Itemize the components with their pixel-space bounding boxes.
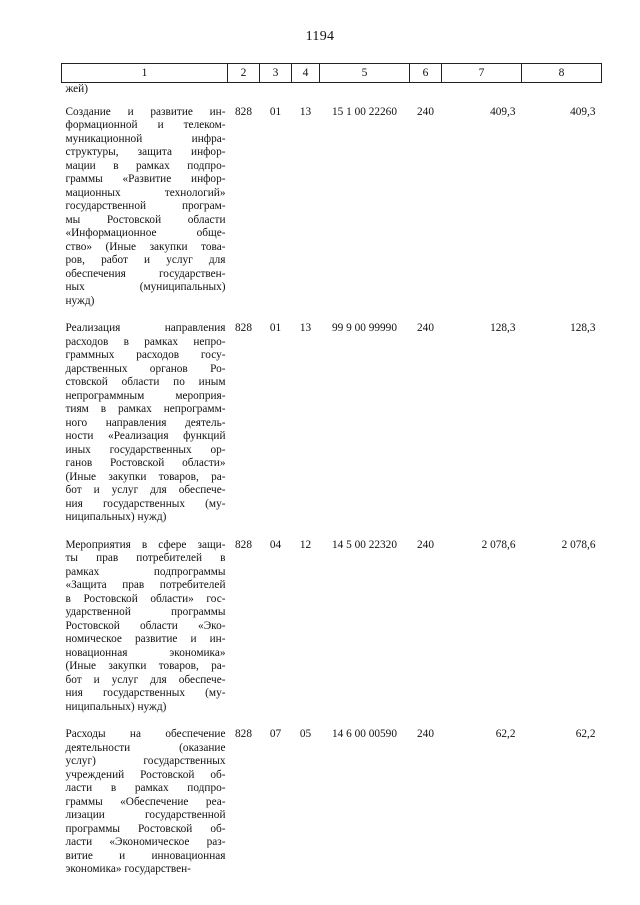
header-col-7: 7 xyxy=(442,64,522,83)
description-line: тиям в рамках непрограмм- xyxy=(65,403,226,415)
description-line: ниципальных) нужд) xyxy=(65,511,167,523)
description-line: иных государственных ор- xyxy=(65,443,226,456)
description-line: ласти в рамках подпро- xyxy=(65,782,226,794)
description-line: программы Ростовской об- xyxy=(65,822,226,835)
description-line: Создание и развитие ин- xyxy=(65,105,226,118)
section-code: 04 xyxy=(269,538,282,551)
amount-year-2: 2 078,6 xyxy=(561,538,596,551)
amount-year-2: 128,3 xyxy=(570,322,596,334)
description-line: ности «Реализация функций xyxy=(65,430,226,442)
continuation-text: жей) xyxy=(65,83,88,95)
description-line: непрограммным мероприя- xyxy=(65,389,226,402)
row-description xyxy=(62,728,228,891)
header-col-2: 2 xyxy=(228,64,260,83)
section-code: 01 xyxy=(269,105,282,118)
header-col-8: 8 xyxy=(522,64,602,83)
description-line: учреждений Ростовской об- xyxy=(65,768,226,781)
description-line: ласти «Экономическое раз- xyxy=(65,836,226,848)
target-article-code: 14 5 00 22320 xyxy=(332,538,397,551)
description-line: государственной програм- xyxy=(65,200,226,212)
amount-year-1: 2 078,6 xyxy=(481,538,516,551)
description-line: обеспечения государствен- xyxy=(65,267,226,280)
description-line: ниципальных) нужд) xyxy=(65,700,167,713)
table-header-row xyxy=(62,64,602,83)
description-line: деятельности (оказание xyxy=(65,741,226,754)
description-line: Мероприятия в сфере защи- xyxy=(65,538,226,551)
description-line: граммы «Развитие инфор- xyxy=(65,173,226,185)
description-line: ударственной программы xyxy=(65,606,226,618)
description-line: нужд) xyxy=(65,294,95,307)
description-line: «Информационное обще- xyxy=(65,227,226,239)
description-line: Ростовской области «Эко- xyxy=(65,619,226,632)
expense-type-code: 240 xyxy=(417,728,434,740)
subsection-code: 12 xyxy=(299,538,312,551)
description-line: стовской области по иным xyxy=(65,376,226,388)
subsection-code: 13 xyxy=(299,322,312,334)
target-article-code: 15 1 00 22260 xyxy=(332,105,397,118)
budget-table-container xyxy=(61,63,601,891)
target-article-code: 14 6 00 00590 xyxy=(332,728,397,740)
description-line: дарственных органов Ро- xyxy=(65,362,226,375)
description-line: ния государственных (му- xyxy=(65,687,226,699)
description-line: ство» (Иные закупки това- xyxy=(65,240,226,253)
expense-type-code: 240 xyxy=(417,105,434,118)
table-body xyxy=(62,83,602,891)
description-line: Расходы на обеспечение xyxy=(65,728,226,740)
description-line: бот и услуг для обеспече- xyxy=(65,673,226,686)
table-row xyxy=(62,728,602,891)
description-line: мационных технологий» xyxy=(65,186,226,199)
row-description xyxy=(62,539,228,729)
description-line: номическое развитие и ин- xyxy=(65,633,226,645)
expense-type-code: 240 xyxy=(417,322,434,334)
amount-year-2: 62,2 xyxy=(575,728,596,740)
description-line: мации в рамках подпро- xyxy=(65,159,226,172)
table-row xyxy=(62,539,602,729)
ministry-code: 828 xyxy=(235,105,252,118)
continuation-row xyxy=(62,83,602,106)
section-code: 07 xyxy=(269,728,282,740)
expense-type-code: 240 xyxy=(417,538,434,551)
description-line: расходов в рамках непро- xyxy=(65,335,226,348)
header-col-5: 5 xyxy=(320,64,410,83)
description-line: мы Ростовской области xyxy=(65,213,226,226)
amount-year-1: 62,2 xyxy=(495,728,516,740)
description-line: структуры, защита инфор- xyxy=(65,146,226,158)
description-line: ния государственных (му- xyxy=(65,497,226,510)
description-line: новационная экономика» xyxy=(65,646,226,659)
description-line: Реализация направления xyxy=(65,322,226,334)
description-line: муникационной инфра- xyxy=(65,132,226,145)
target-article-code: 99 9 00 99990 xyxy=(332,322,397,334)
description-line: экономика» государствен- xyxy=(65,863,191,875)
header-col-6: 6 xyxy=(410,64,442,83)
description-line: бот и услуг для обеспече- xyxy=(65,484,226,496)
ministry-code: 828 xyxy=(235,728,252,740)
header-col-4: 4 xyxy=(292,64,320,83)
amount-year-1: 128,3 xyxy=(490,322,516,334)
header-col-1: 1 xyxy=(62,64,228,83)
description-line: лизации государственной xyxy=(65,809,226,821)
description-line: в Ростовской области» гос- xyxy=(65,592,226,605)
description-line: ганов Ростовской области» xyxy=(65,457,226,469)
amount-year-2: 409,3 xyxy=(570,105,596,118)
table-row xyxy=(62,322,602,539)
description-line: витие и инновационная xyxy=(65,849,226,862)
description-line: граммы «Обеспечение реа- xyxy=(65,795,226,808)
description-line: ных (муниципальных) xyxy=(65,281,226,293)
amount-year-1: 409,3 xyxy=(490,105,516,118)
description-line: граммных расходов госу- xyxy=(65,349,226,361)
ministry-code: 828 xyxy=(235,322,252,334)
page-number: 1194 xyxy=(305,29,335,44)
description-line: рамках подпрограммы xyxy=(65,565,226,578)
description-line: ров, работ и услуг для xyxy=(65,254,226,266)
row-description xyxy=(62,106,228,323)
header-col-3: 3 xyxy=(260,64,292,83)
description-line: формационной и телеком- xyxy=(65,119,226,131)
ministry-code: 828 xyxy=(235,538,252,551)
description-line: ного направления деятель- xyxy=(65,416,226,429)
section-code: 01 xyxy=(269,322,282,334)
table-row xyxy=(62,106,602,323)
row-description xyxy=(62,322,228,539)
description-line: (Иные закупки товаров, ра- xyxy=(65,470,226,483)
subsection-code: 13 xyxy=(299,105,312,118)
description-line: услуг) государственных xyxy=(65,755,226,767)
budget-table xyxy=(61,63,602,891)
description-line: «Защита прав потребителей xyxy=(65,579,226,591)
subsection-code: 05 xyxy=(299,728,312,740)
description-line: ты прав потребителей в xyxy=(65,552,226,564)
description-line: (Иные закупки товаров, ра- xyxy=(65,660,226,672)
